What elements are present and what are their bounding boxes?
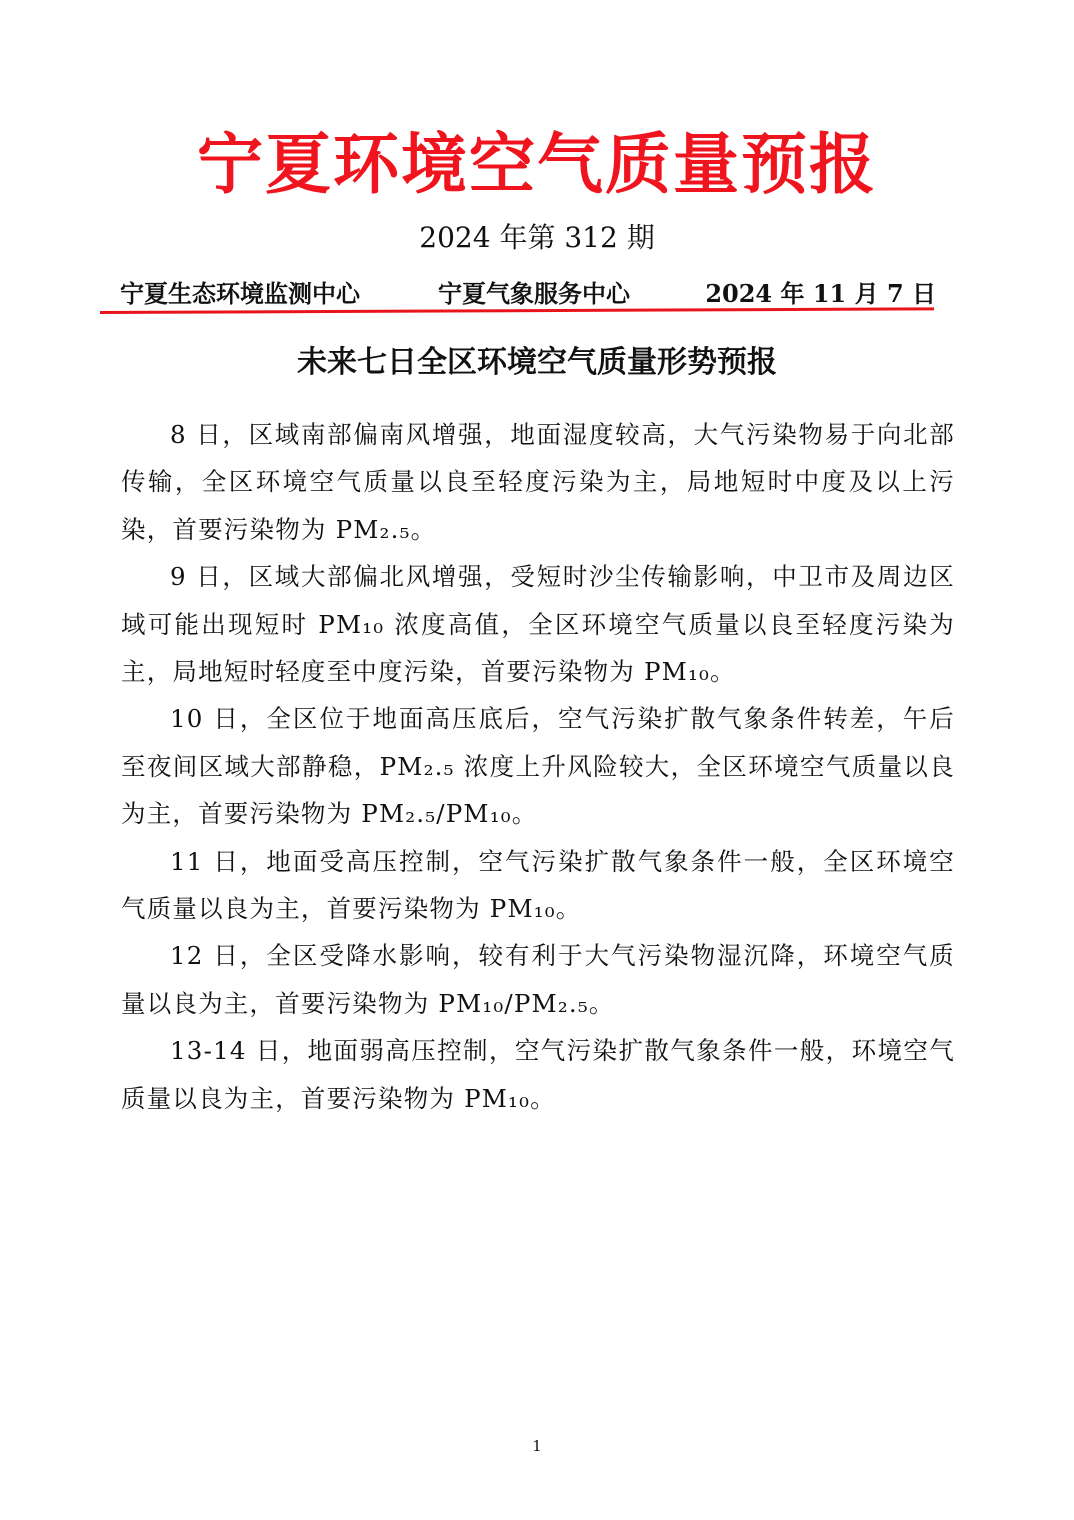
issuer-environment-center: 宁夏生态环境监测中心 [120,279,360,308]
forecast-paragraph-day-8: 8 日，区域南部偏南风增强，地面湿度较高，大气污染物易于向北部传输，全区环境空气质量以良至轻度污染为主，局地短时中度及以上污染，首要污染物为 PM₂.₅。 [121,420,955,544]
issue-date: 2024 年 11 月 7 日 [705,279,936,308]
article-body [121,411,955,1122]
issuer-weather-center: 宁夏气象服务中心 [438,279,630,308]
forecast-paragraph-day-11: 11 日，地面受高压控制，空气污染扩散气象条件一般，全区环境空气质量以良为主，首要污染物为 PM₁₀。 [121,846,955,924]
forecast-paragraph-day-10: 10 日，全区位于地面高压底后，空气污染扩散气象条件转差，午后至夜间区域大部静稳，PM₂.₅ 浓度上升风险较大，全区环境空气质量以良为主，首要污染物为 PM₂.₅/PM₁₀。 [121,704,955,829]
page-number: 1 [532,1437,542,1455]
forecast-paragraph-day-13-14: 13-14 日，地面弱高压控制，空气污染扩散气象条件一般，环境空气质量以良为主，首要污染物为 PM₁₀。 [121,1036,955,1113]
forecast-paragraph-day-12: 12 日，全区受降水影响，较有利于大气污染物湿沉降，环境空气质量以良为主，首要污染物为 PM₁₀/PM₂.₅。 [121,941,955,1018]
article-title: 未来七日全区环境空气质量形势预报 [297,345,777,380]
document-masthead-title: 宁夏环境空气质量预报 [197,126,877,203]
forecast-paragraph-day-9: 9 日，区域大部偏北风增强，受短时沙尘传输影响，中卫市及周边区域可能出现短时 PM₁₀ 浓度高值，全区环境空气质量以良至轻度污染为主，局地短时轻度至中度污染，首要污染物为 PM₁₀。 [121,562,955,687]
issue-number: 2024 年第 312 期 [419,221,655,254]
